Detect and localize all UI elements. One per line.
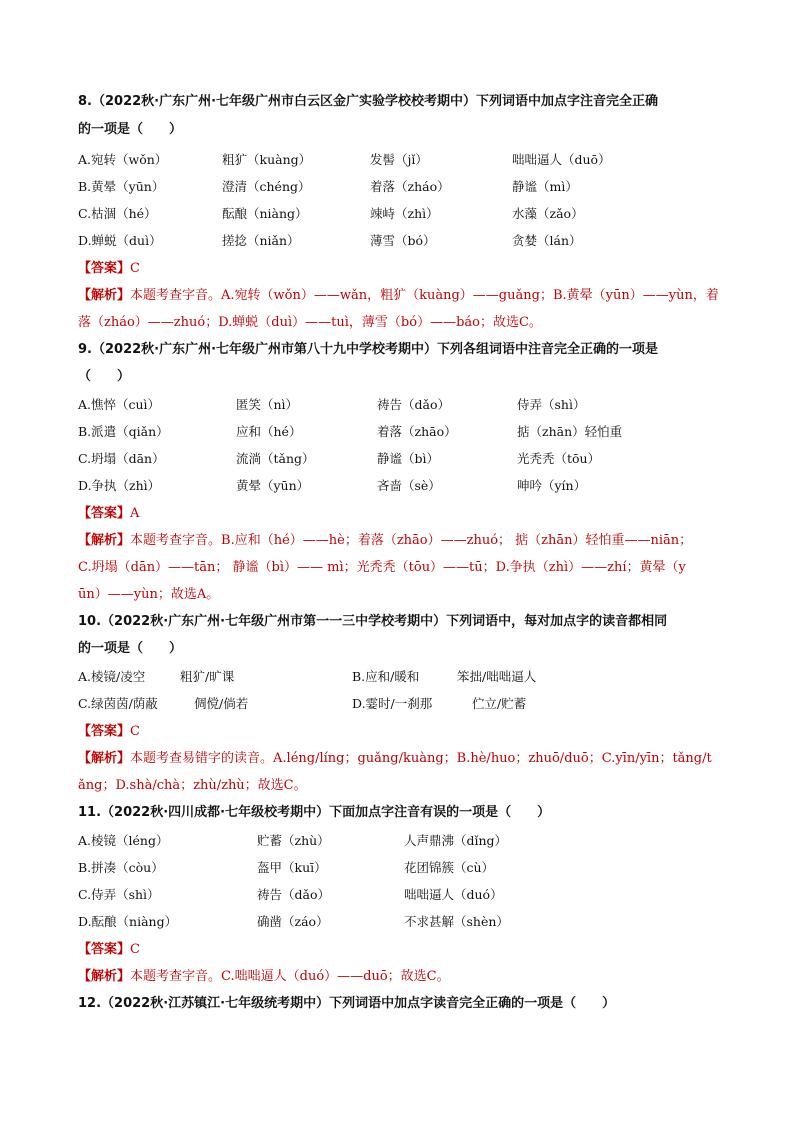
q8-analysis-line-1 <box>78 288 719 304</box>
q9-option-a-3: 祷告（dǎo） <box>377 397 450 412</box>
q11-option-d-1: D.酝酿（niàng） <box>78 914 178 929</box>
q9-option-a-4: 侍弄（shì） <box>517 397 586 412</box>
analysis-text: 本题考查字音。C.咄咄逼人（duó）——duō；故选C。 <box>130 969 450 984</box>
q8-analysis-line-2: 落（zháo）——zhuó；D.蝉蜕（duì）——tuì，薄雪（bó）——báo；故选C。 <box>78 315 542 330</box>
q8-option-b-2: 澄清（chéng） <box>222 179 311 194</box>
q9-option-d-4: 呻吟（yín） <box>517 478 587 493</box>
q9-option-d-1: D.争执（zhì） <box>78 478 161 493</box>
answer-value: A <box>130 506 140 521</box>
q9-analysis-line-3: ūn）——yùn；故选A。 <box>78 587 220 602</box>
q11-option-a-2: 贮蓄（zhù） <box>257 833 330 848</box>
q11-option-c-2: 祷告（dǎo） <box>257 887 330 902</box>
q11-option-c-1: C.侍弄（shì） <box>78 887 160 902</box>
q10-analysis-line-1 <box>78 751 712 767</box>
q11-option-b-2: 盔甲（kuī） <box>257 860 327 875</box>
answer-label: 【答案】 <box>78 261 131 276</box>
question-9-head-line-2: （ ） <box>78 369 131 384</box>
question-12-head-line-1: 12.（2022秋·江苏镇江·七年级统考期中）下列词语中加点字读音完全正确的一项是（ ） <box>78 996 616 1011</box>
q8-option-a-1: A.宛转（wǒn） <box>78 152 168 167</box>
question-8-head-line-2: 的一项是（ ） <box>78 122 183 137</box>
q9-option-d-3: 吝啬（sè） <box>377 478 441 493</box>
answer-value: C <box>130 942 140 957</box>
q11-option-a-3: 人声鼎沸（dǐng） <box>404 833 508 848</box>
q10-option-a-2: 粗犷/旷课 <box>180 669 235 684</box>
q9-analysis-line-2: C.坍塌（dān）——tān； 静谧（bì）—— mì；光秃秃（tōu）——tū；D.争执（zhì）——zhí；黄晕（y <box>78 560 686 575</box>
q10-option-a-1: A.棱镜/凌空 <box>78 669 146 684</box>
q9-option-c-1: C.坍塌（dān） <box>78 451 165 466</box>
q9-option-b-2: 应和（hé） <box>236 424 302 439</box>
q9-option-b-3: 着落（zhāo） <box>377 424 457 439</box>
question-10-head-line-1: 10.（2022秋·广东广州·七年级广州市第一一三中学校考期中）下列词语中，每对加点字的读音都相同 <box>78 614 668 629</box>
q11-option-c-3: 咄咄逼人（duó） <box>404 887 503 902</box>
q8-option-b-1: B.黄晕（yūn） <box>78 179 165 194</box>
q8-option-b-3: 着落（zháo） <box>370 179 450 194</box>
q8-option-d-1: D.蝉蜕（duì） <box>78 233 162 248</box>
q8-option-b-4: 静谧（mì） <box>512 179 578 194</box>
q8-option-c-4: 水藻（zǎo） <box>512 206 584 221</box>
q8-option-d-2: 搓捻（niǎn） <box>222 233 300 248</box>
q10-option-b-2: 笨拙/咄咄逼人 <box>457 669 537 684</box>
q10-option-c-2: 倜傥/倘若 <box>194 696 249 711</box>
q10-answer <box>78 724 140 740</box>
analysis-text: 本题考查字音。B.应和（hé）——hè；着落（zhāo）——zhuó； 掂（zhān）轻怕重——niān； <box>130 533 693 548</box>
answer-value: C <box>130 261 140 276</box>
q9-option-b-1: B.派遣（qiǎn） <box>78 424 169 439</box>
q10-option-d-2: 伫立/贮蓄 <box>472 696 527 711</box>
q11-option-b-3: 花团锦簇（cù） <box>404 860 495 875</box>
q9-answer <box>78 506 139 522</box>
analysis-text: 本题考查字音。A.宛转（wǒn）——wǎn，粗犷（kuàng）——guǎng；B.黄晕（yūn）——yùn，着 <box>130 288 719 303</box>
q8-option-a-2: 粗犷（kuàng） <box>222 152 312 167</box>
q8-option-d-3: 薄雪（bó） <box>370 233 436 248</box>
q10-option-c-1: C.绿茵茵/荫蔽 <box>78 696 158 711</box>
analysis-label: 【解析】 <box>78 288 131 303</box>
question-9-head-line-1: 9.（2022秋·广东广州·七年级广州市第八十九中学校考期中）下列各组词语中注音完全正确的一项是 <box>78 342 659 357</box>
q11-answer <box>78 942 140 958</box>
answer-value: C <box>130 724 140 739</box>
q8-option-a-4: 咄咄逼人（duō） <box>512 152 611 167</box>
q10-analysis-line-2: ǎng；D.shà/chà；zhù/zhù；故选C。 <box>78 778 307 793</box>
q9-option-c-2: 流淌（tǎng） <box>236 451 315 466</box>
analysis-text: 本题考查易错字的读音。A.léng/líng；guǎng/kuàng；B.hè/huo；zhuō/duō；C.yīn/yīn；tǎng/t <box>130 751 712 766</box>
q9-option-b-4: 掂（zhān）轻怕重 <box>517 424 623 439</box>
q9-option-d-2: 黄晕（yūn） <box>236 478 310 493</box>
q9-option-a-1: A.憔悴（cuì） <box>78 397 161 412</box>
q11-option-d-2: 确凿（záo） <box>257 914 329 929</box>
q8-answer <box>78 261 140 277</box>
question-8-head-line-1: 8.（2022秋·广东广州·七年级广州市白云区金广实验学校校考期中）下列词语中加点字注音完全正确 <box>78 94 659 109</box>
q8-option-c-1: C.枯涸（hé） <box>78 206 157 221</box>
q8-option-c-2: 酝酿（niàng） <box>222 206 308 221</box>
answer-label: 【答案】 <box>78 942 131 957</box>
q10-option-d-1: D.霎时/一刹那 <box>352 696 433 711</box>
q11-option-a-1: A.棱镜（léng） <box>78 833 169 848</box>
q11-option-d-3: 不求甚解（shèn） <box>404 914 509 929</box>
q11-analysis-line-1 <box>78 969 450 985</box>
analysis-label: 【解析】 <box>78 969 131 984</box>
answer-label: 【答案】 <box>78 506 131 521</box>
analysis-label: 【解析】 <box>78 751 131 766</box>
q9-analysis-line-1 <box>78 533 692 549</box>
question-10-head-line-2: 的一项是（ ） <box>78 641 183 656</box>
q9-option-c-3: 静谧（bì） <box>377 451 439 466</box>
question-11-head-line-1: 11.（2022秋·四川成都·七年级校考期中）下面加点字注音有误的一项是（ ） <box>78 805 551 820</box>
q8-option-a-3: 发髻（jǐ） <box>370 152 428 167</box>
q11-option-b-1: B.拼凑（còu） <box>78 860 164 875</box>
q9-option-a-2: 匿笑（nì） <box>236 397 299 412</box>
analysis-label: 【解析】 <box>78 533 131 548</box>
q8-option-c-3: 竦峙（zhì） <box>370 206 439 221</box>
q9-option-c-4: 光秃秃（tōu） <box>517 451 601 466</box>
q8-option-d-4: 贪婪（lán） <box>512 233 582 248</box>
answer-label: 【答案】 <box>78 724 131 739</box>
q10-option-b-1: B.应和/暖和 <box>352 669 420 684</box>
